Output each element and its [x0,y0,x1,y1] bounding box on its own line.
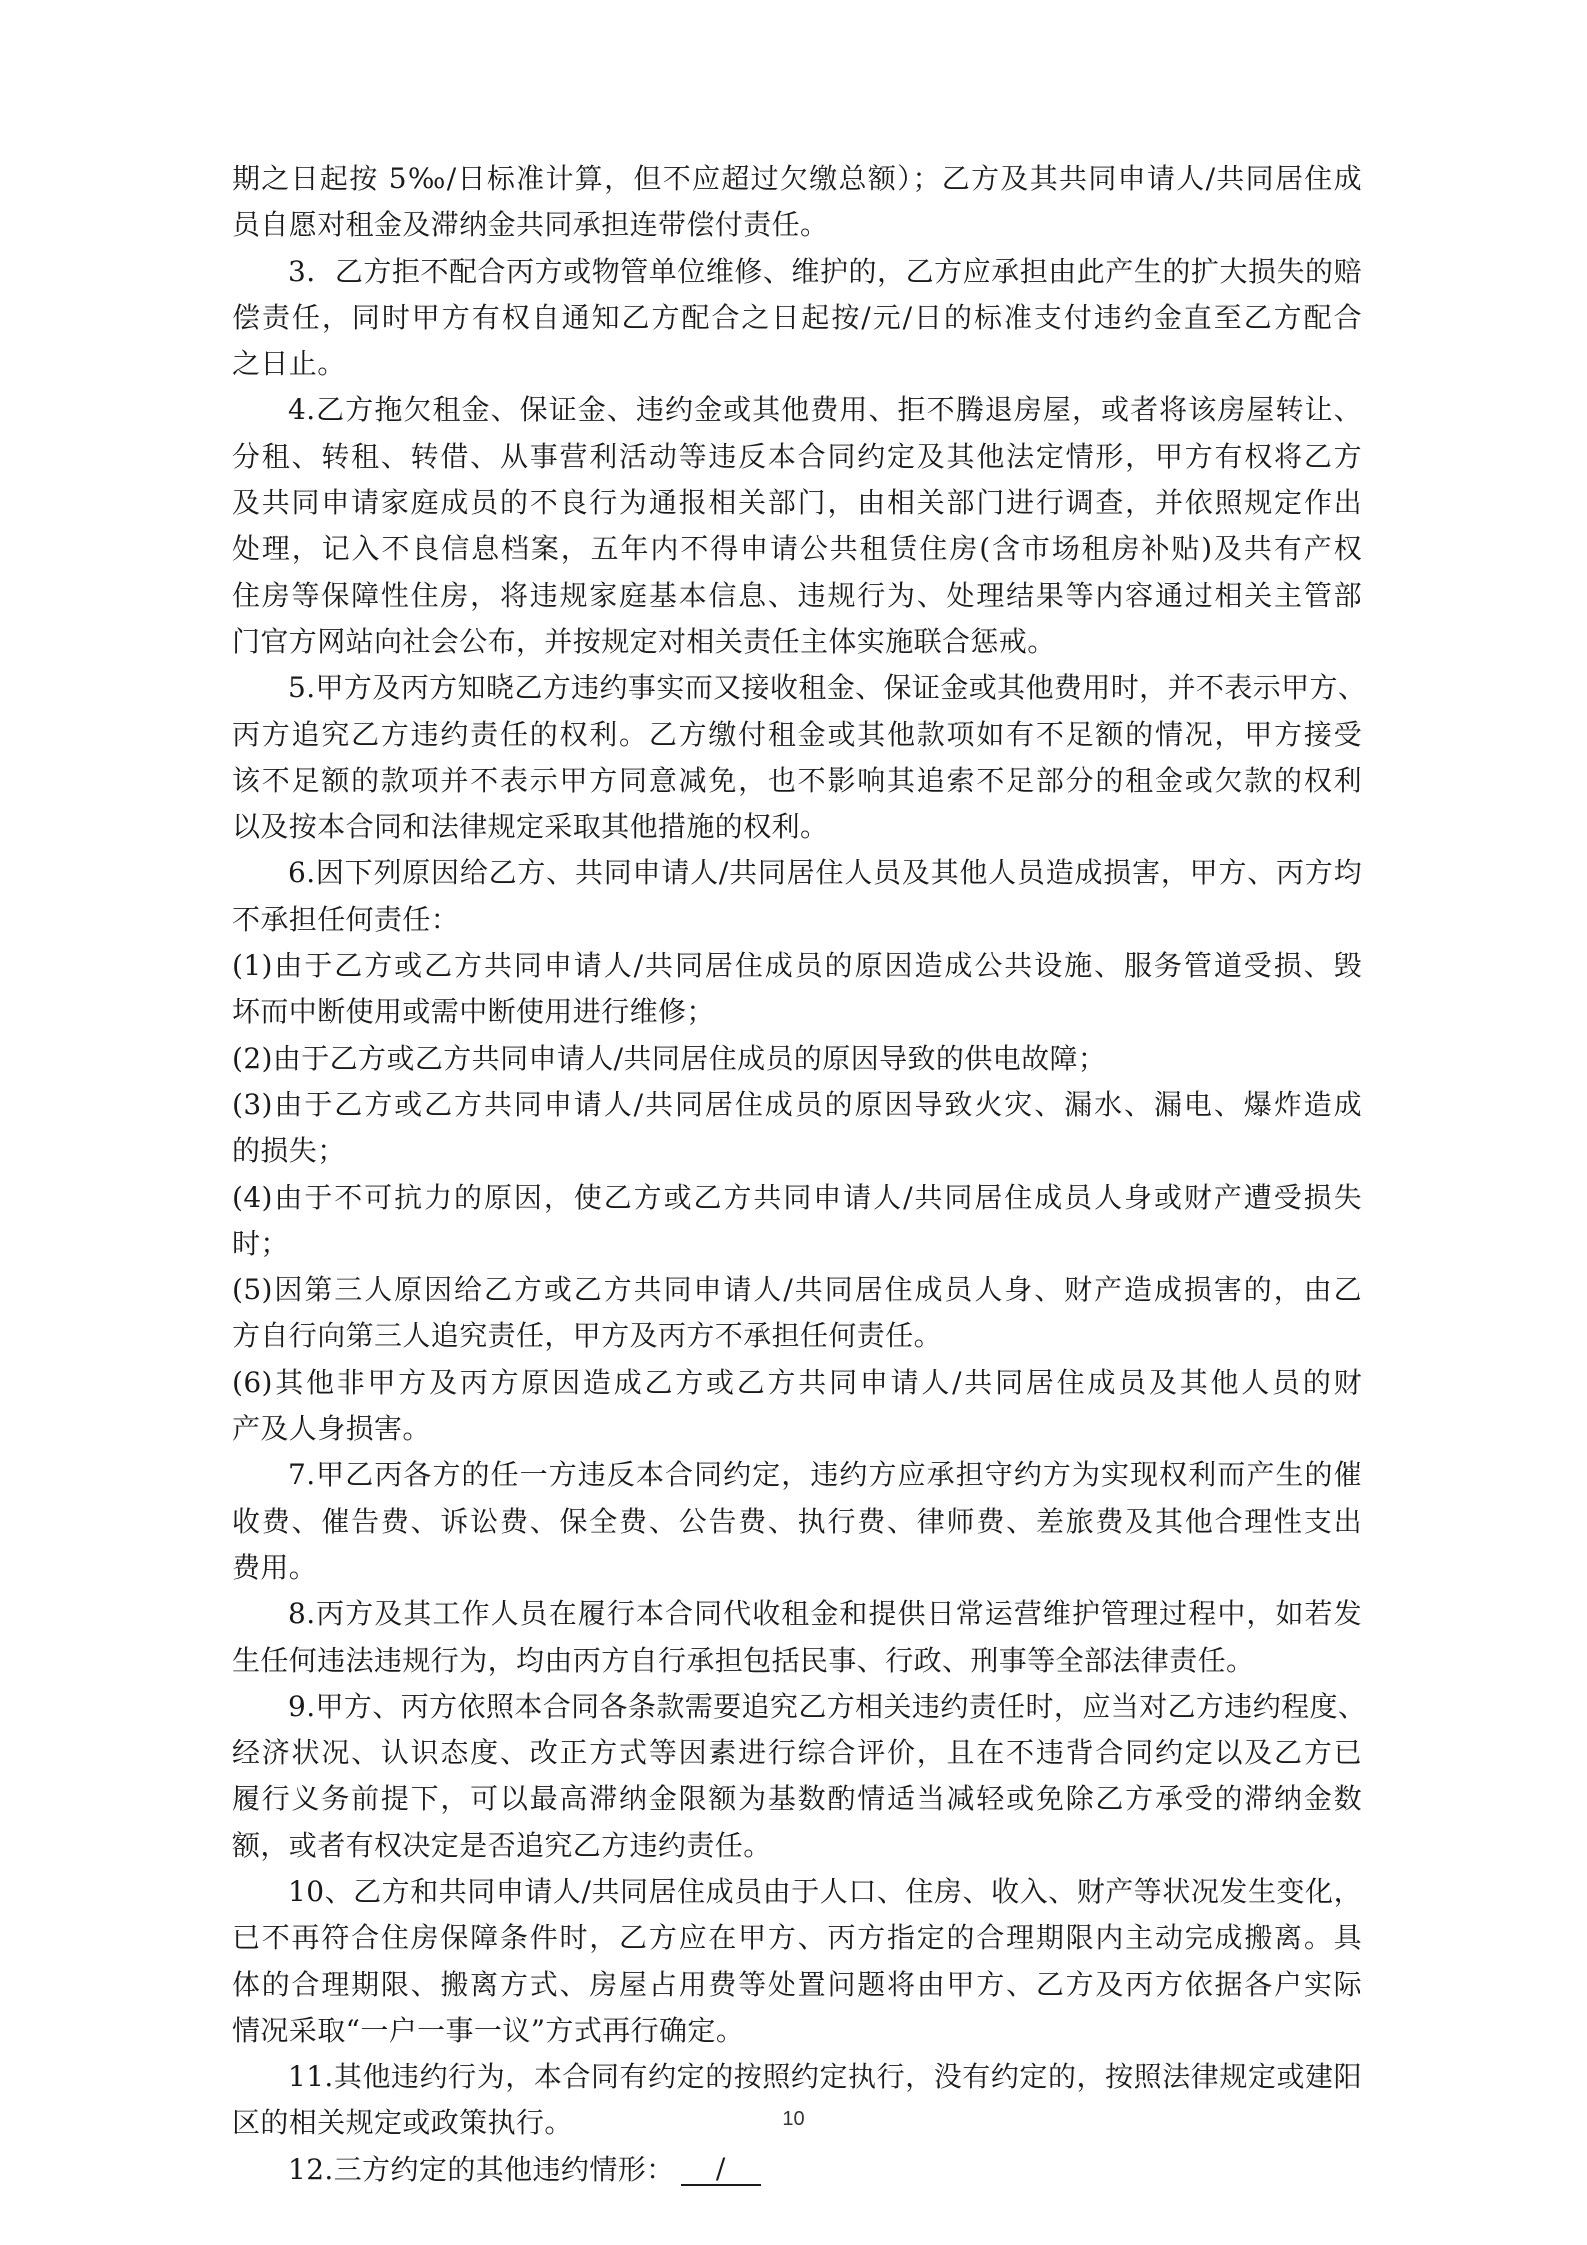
text-line: 体的合理期限、搬离方式、房屋占用费等处置问题将由甲方、乙方及丙方依据各户实际 [232,1967,1362,2001]
text-line: 坏而中断使用或需中断使用进行维修； [232,995,715,1029]
clause-4: 4.乙方拖欠租金、保证金、违约金或其他费用、拒不腾退房屋，或者将该房屋转让、 [288,393,1362,427]
sub-item-6: (6)其他非甲方及丙方原因造成乙方或乙方共同申请人/共同居住成员及其他人员的财 [232,1365,1362,1399]
sub-item-4: (4)由于不可抗力的原因，使乙方或乙方共同申请人/共同居住成员人身或财产遭受损失 [232,1180,1362,1214]
text-line: 门官方网站向社会公布，并按规定对相关责任主体实施联合惩戒。 [232,624,1056,658]
sub-item-3: (3)由于乙方或乙方共同申请人/共同居住成员的原因导致火灾、漏水、漏电、爆炸造成 [232,1087,1362,1121]
text-line: 不承担任何责任： [232,902,460,936]
text-line: 住房等保障性住房，将违规家庭基本信息、违规行为、处理结果等内容通过相关主管部 [232,578,1362,612]
clause-7: 7.甲乙丙各方的任一方违反本合同约定，违约方应承担守约方为实现权利而产生的催 [288,1458,1362,1492]
text-line: 履行义务前提下，可以最高滞纳金限额为基数酌情适当减轻或免除乙方承受的滞纳金数 [232,1782,1362,1816]
text-line: 该不足额的款项并不表示甲方同意减免，也不影响其追索不足部分的租金或欠款的权利 [232,763,1362,797]
text-line: 费用。 [232,1550,318,1584]
clause-10: 10、乙方和共同申请人/共同居住成员由于人口、住房、收入、财产等状况发生变化， [288,1874,1362,1908]
clause-3: 3．乙方拒不配合丙方或物管单位维修、维护的，乙方应承担由此产生的扩大损失的赔 [288,254,1362,288]
text-line: 员自愿对租金及滞纳金共同承担连带偿付责任。 [232,208,829,242]
text-line: 收费、催告费、诉讼费、保全费、公告费、执行费、律师费、差旅费及其他合理性支出 [232,1504,1362,1538]
text-line: 期之日起按 5‰/日标准计算，但不应超过欠缴总额）；乙方及其共同申请人/共同居住成 [232,162,1362,195]
text-line: 额，或者有权决定是否追究乙方违约责任。 [232,1828,772,1862]
text-line: 已不再符合住房保障条件时，乙方应在甲方、丙方指定的合理期限内主动完成搬离。具 [232,1921,1362,1955]
fill-in-blank: / [681,2154,761,2186]
text-line: 丙方追究乙方违约责任的权利。乙方缴付租金或其他款项如有不足额的情况，甲方接受 [232,717,1362,751]
text-line: 生任何违法违规行为，均由丙方自行承担包括民事、行政、刑事等全部法律责任。 [232,1643,1255,1677]
clause-9: 9.甲方、丙方依照本合同各条款需要追究乙方相关违约责任时，应当对乙方违约程度、 [288,1689,1367,1723]
sub-item-2: (2)由于乙方或乙方共同申请人/共同居住成员的原因导致的供电故障； [232,1041,1107,1075]
page-number: 10 [782,2108,805,2130]
text-line: 方自行向第三人追究责任，甲方及丙方不承担任何责任。 [232,1319,943,1353]
clause-12: 12.三方约定的其他违约情形： / [232,2147,1362,2193]
text-line: 及共同申请家庭成员的不良行为通报相关部门，由相关部门进行调查，并依照规定作出 [232,486,1362,520]
clause-5: 5.甲方及丙方知晓乙方违约事实而又接收租金、保证金或其他费用时，并不表示甲方、 [288,671,1367,705]
text-line: 情况采取“一户一事一议”方式再行确定。 [232,2013,745,2047]
text-line: 偿责任，同时甲方有权自通知乙方配合之日起按/元/日的标准支付违约金直至乙方配合 [232,300,1362,334]
text-line: 产及人身损害。 [232,1412,431,1446]
text-line: 经济状况、认识态度、改正方式等因素进行综合评价，且在不违背合同约定以及乙方已 [232,1736,1362,1770]
clause-11: 11.其他违约行为，本合同有约定的按照约定执行，没有约定的，按照法律规定或建阳 [288,2060,1362,2094]
text-line: 以及按本合同和法律规定采取其他措施的权利。 [232,810,829,844]
text-line: 处理，记入不良信息档案，五年内不得申请公共租赁住房(含市场租房补贴)及共有产权 [232,532,1362,566]
text-line: 区的相关规定或政策执行。 [232,2106,573,2140]
clause-8: 8.丙方及其工作人员在履行本合同代收租金和提供日常运营维护管理过程中，如若发 [288,1597,1362,1631]
sub-item-1: (1)由于乙方或乙方共同申请人/共同居住成员的原因造成公共设施、服务管道受损、毁 [232,949,1362,983]
text-line: 的损失； [232,1134,346,1168]
document-body [232,156,1367,2193]
sub-item-5: (5)因第三人原因给乙方或乙方共同申请人/共同居住成员人身、财产造成损害的，由乙 [232,1273,1362,1307]
clause-6: 6.因下列原因给乙方、共同申请人/共同居住人员及其他人员造成损害，甲方、丙方均 [288,856,1362,890]
text-line: 时； [232,1226,289,1260]
text-line: 之日止。 [232,347,346,381]
text-line: 分租、转租、转借、从事营利活动等违反本合同约定及其他法定情形，甲方有权将乙方 [232,439,1362,473]
